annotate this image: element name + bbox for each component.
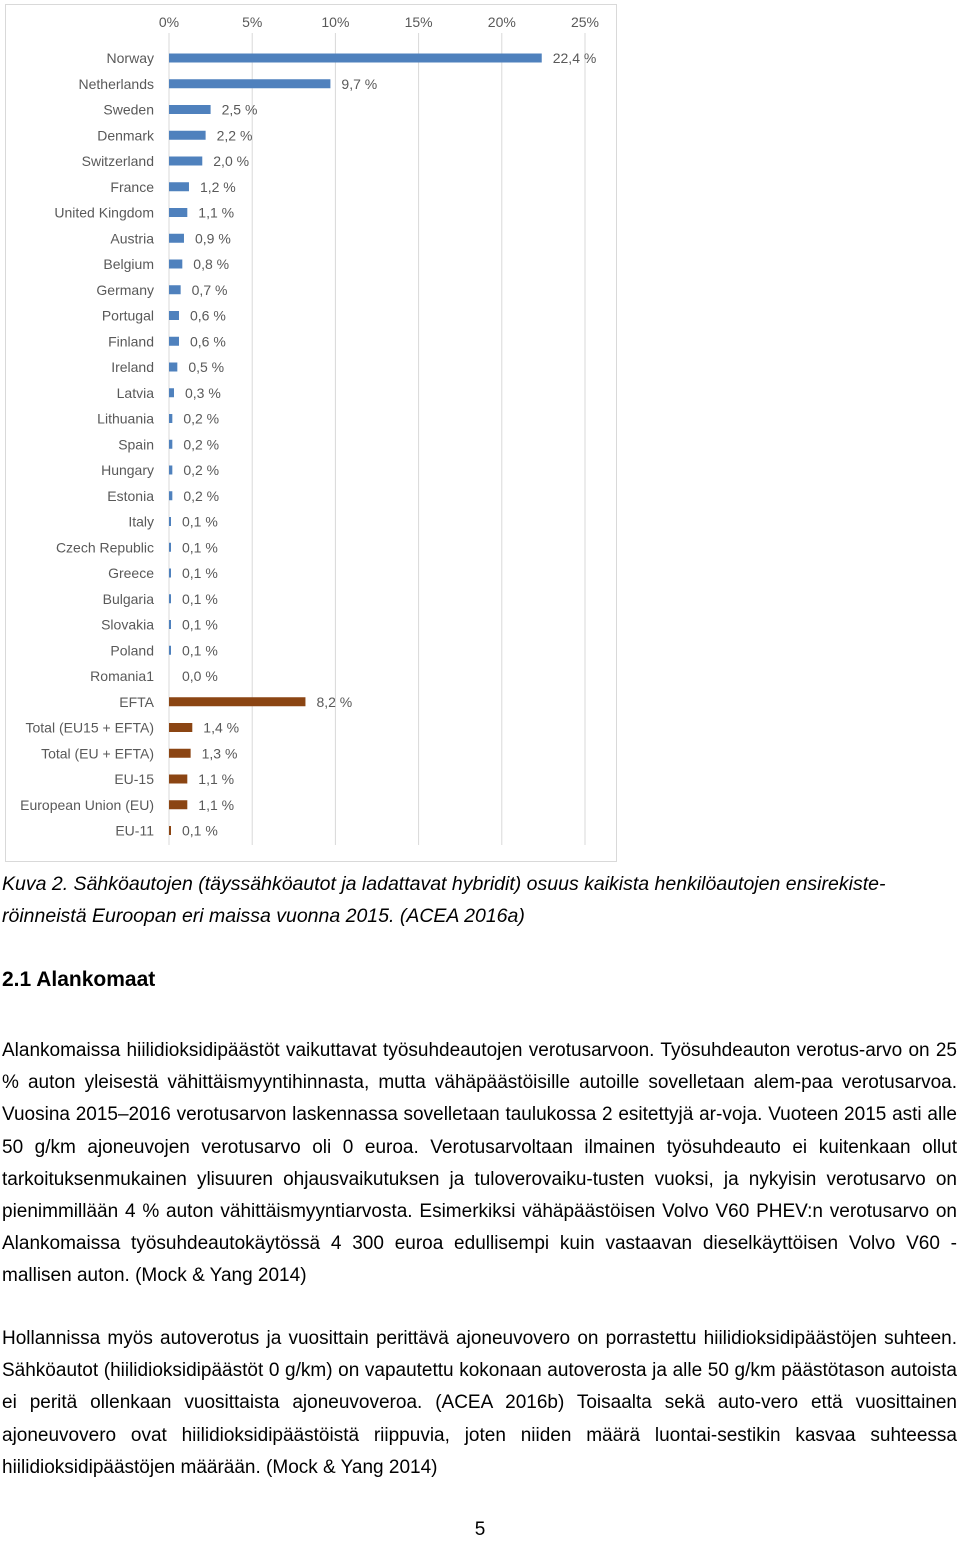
data-label: 2,5 % bbox=[221, 101, 258, 118]
bar bbox=[169, 337, 179, 346]
data-label: 1,2 % bbox=[199, 178, 236, 195]
paragraph-1: Alankomaissa hiilidioksidipäästöt vaikuttavat työsuhdeautojen verotusarvoon. Työsuhdeauton verotus-arvo on 25 % auton yleisestä vähittäismyyntihinnasta, mutta vähäpäästöisille autoille sovelletaan alem-paa verotusarvoa. Vuosina 2015–2016 verotusarvon laskennassa sovelletaan taulukossa 2 esitettyjä ar-voja. Vuoteen 2015 asti alle 50 g/km ajoneuvojen verotusarvo oli 0 euroa. Verotusarvoltaan ilmainen työsuhdeauto ei kuitenkaan ollut tarkoituksenmukainen ylisuuren ohjausvaikutuksen ja tuloverovaiku-tusten vuoksi, ja nykyisin verotusarvo on pienimmillään 4 % auton vähittäismyyntiarvosta. Esimerkiksi vähäpäästöisen Volvo V60 PHEV:n verotusarvo on Alankomaissa työsuhdeautokäytössä 4 300 euroa edullisempi kuin vastaavan dieselkäyttöisen Volvo V60 -mallisen auton. (Mock & Yang 2014) bbox=[2, 1040, 957, 1287]
data-label: 0,1 % bbox=[182, 642, 218, 659]
section-heading: 2.1 Alankomaat bbox=[2, 968, 156, 991]
category-label: Germany bbox=[96, 281, 154, 298]
data-label: 2,2 % bbox=[216, 127, 253, 144]
data-label: 0,2 % bbox=[183, 462, 220, 478]
bar bbox=[169, 285, 181, 294]
category-label: Spain bbox=[118, 436, 154, 453]
category-label: Total (EU + EFTA) bbox=[41, 745, 154, 762]
category-label: United Kingdom bbox=[54, 204, 154, 221]
data-label: 0,2 % bbox=[183, 410, 220, 427]
data-label: 1,1 % bbox=[198, 771, 235, 787]
category-label: Switzerland bbox=[81, 153, 154, 169]
bar bbox=[169, 775, 187, 784]
x-tick-label: 25% bbox=[570, 14, 600, 30]
chart-container bbox=[5, 4, 617, 862]
category-label: Lithuania bbox=[97, 410, 154, 427]
data-label: 2,0 % bbox=[213, 153, 250, 169]
bar bbox=[169, 620, 171, 629]
bar bbox=[169, 569, 171, 578]
category-label: Hungary bbox=[101, 462, 154, 478]
category-label: EFTA bbox=[119, 693, 154, 710]
category-label: Czech Republic bbox=[55, 539, 154, 556]
x-tick-label: 10% bbox=[321, 14, 350, 30]
bar bbox=[169, 491, 172, 500]
bar bbox=[169, 800, 187, 809]
bar bbox=[169, 440, 172, 449]
bar bbox=[169, 723, 192, 732]
data-label: 0,8 % bbox=[193, 256, 230, 272]
category-label: Austria bbox=[110, 230, 154, 247]
category-label: EU-15 bbox=[114, 771, 154, 787]
data-label: 0,1 % bbox=[182, 513, 218, 530]
bar bbox=[169, 466, 172, 475]
paragraph-2: Hollannissa myös autoverotus ja vuosittain perittävä ajoneuvovero on porrastettu hiilidioksidipäästöjen suhteen. Sähköautot (hiilidioksidipäästöt 0 g/km) on vapautettu kokonaan autoverosta ja alle 50 g/km päästötason autoista ei peritä ollenkaan vuosittaista ajoneuvoveroa. (ACEA 2016b) Toisaalta sekä auto-vero että vuosittainen ajoneuvovero ovat hiilidioksidipäästöistä riippuvia, joten niiden määrä luontai-sestikin kasvaa suhteessa hiilidioksidipäästöjen määrään. (Mock & Yang 2014) bbox=[2, 1328, 957, 1478]
category-label: Slovakia bbox=[101, 616, 154, 633]
bar bbox=[169, 311, 179, 320]
category-label: France bbox=[110, 178, 154, 195]
bar bbox=[169, 363, 177, 372]
data-label: 1,1 % bbox=[198, 796, 235, 813]
bar bbox=[169, 414, 172, 423]
category-label: EU-11 bbox=[115, 822, 154, 839]
bar bbox=[169, 54, 542, 63]
category-label: Finland bbox=[108, 333, 154, 350]
category-label: Sweden bbox=[103, 101, 154, 118]
category-label: Portugal bbox=[101, 307, 154, 324]
category-label: Poland bbox=[110, 642, 154, 659]
bar bbox=[169, 157, 202, 166]
category-label: Norway bbox=[106, 50, 154, 66]
category-label: European Union (EU) bbox=[20, 796, 154, 813]
bar bbox=[169, 594, 171, 603]
data-label: 0,6 % bbox=[189, 333, 226, 350]
data-label: 8,2 % bbox=[316, 693, 353, 710]
bar bbox=[169, 749, 191, 758]
data-label: 1,3 % bbox=[201, 745, 238, 762]
data-label: 0,2 % bbox=[183, 487, 220, 504]
bar bbox=[169, 697, 305, 706]
x-tick-label: 20% bbox=[487, 14, 516, 30]
x-tick-label: 15% bbox=[404, 14, 433, 30]
page-number: 5 bbox=[474, 1519, 486, 1540]
x-tick-label: 0% bbox=[158, 14, 180, 30]
category-label: Greece bbox=[108, 565, 154, 581]
bar bbox=[169, 208, 187, 217]
bar bbox=[169, 646, 171, 655]
bar bbox=[169, 234, 184, 243]
data-label: 0,5 % bbox=[188, 359, 225, 375]
category-label: Estonia bbox=[107, 487, 154, 504]
bar bbox=[169, 79, 330, 88]
category-label: Denmark bbox=[97, 127, 154, 144]
bar bbox=[169, 826, 171, 835]
figure-caption bbox=[2, 868, 957, 932]
data-label: 0,1 % bbox=[182, 539, 218, 556]
data-label: 0,2 % bbox=[183, 436, 220, 453]
category-label: Belgium bbox=[103, 256, 154, 272]
x-tick-label: 5% bbox=[242, 14, 263, 30]
category-label: Ireland bbox=[111, 359, 154, 375]
data-label: 0,1 % bbox=[182, 565, 218, 581]
data-label: 0,6 % bbox=[189, 307, 226, 324]
category-label: Bulgaria bbox=[102, 590, 154, 607]
data-label: 9,7 % bbox=[341, 75, 378, 92]
data-label: 1,4 % bbox=[203, 719, 240, 736]
category-label: Total (EU15 + EFTA) bbox=[25, 719, 154, 736]
caption-text: Sähköautojen (täyssähköautot ja ladattavat hybridit) osuus kaikista henkilöautojen ensirekiste-röinneistä Euroopan eri maissa vuonna 2015. (ACEA 2016a) bbox=[2, 873, 886, 927]
category-label: Latvia bbox=[116, 384, 154, 401]
bar bbox=[169, 105, 211, 114]
bar bbox=[169, 517, 171, 526]
bar bbox=[169, 131, 206, 140]
category-label: Romania1 bbox=[90, 668, 154, 684]
bar bbox=[169, 543, 171, 552]
data-label: 0,9 % bbox=[194, 230, 231, 247]
ev-share-bar-chart bbox=[6, 5, 618, 863]
data-label: 0,1 % bbox=[182, 590, 218, 607]
data-label: 22,4 % bbox=[552, 50, 597, 66]
data-label: 0,1 % bbox=[182, 822, 218, 839]
bar bbox=[169, 260, 182, 269]
data-label: 0,0 % bbox=[182, 668, 218, 684]
bar bbox=[169, 388, 174, 397]
caption-label: Kuva 2. bbox=[2, 873, 69, 895]
data-label: 0,3 % bbox=[184, 384, 221, 401]
category-label: Netherlands bbox=[78, 75, 154, 92]
data-label: 1,1 % bbox=[198, 204, 235, 221]
data-label: 0,7 % bbox=[191, 281, 228, 298]
bar bbox=[169, 182, 189, 191]
category-label: Italy bbox=[128, 513, 154, 530]
data-label: 0,1 % bbox=[182, 616, 218, 633]
